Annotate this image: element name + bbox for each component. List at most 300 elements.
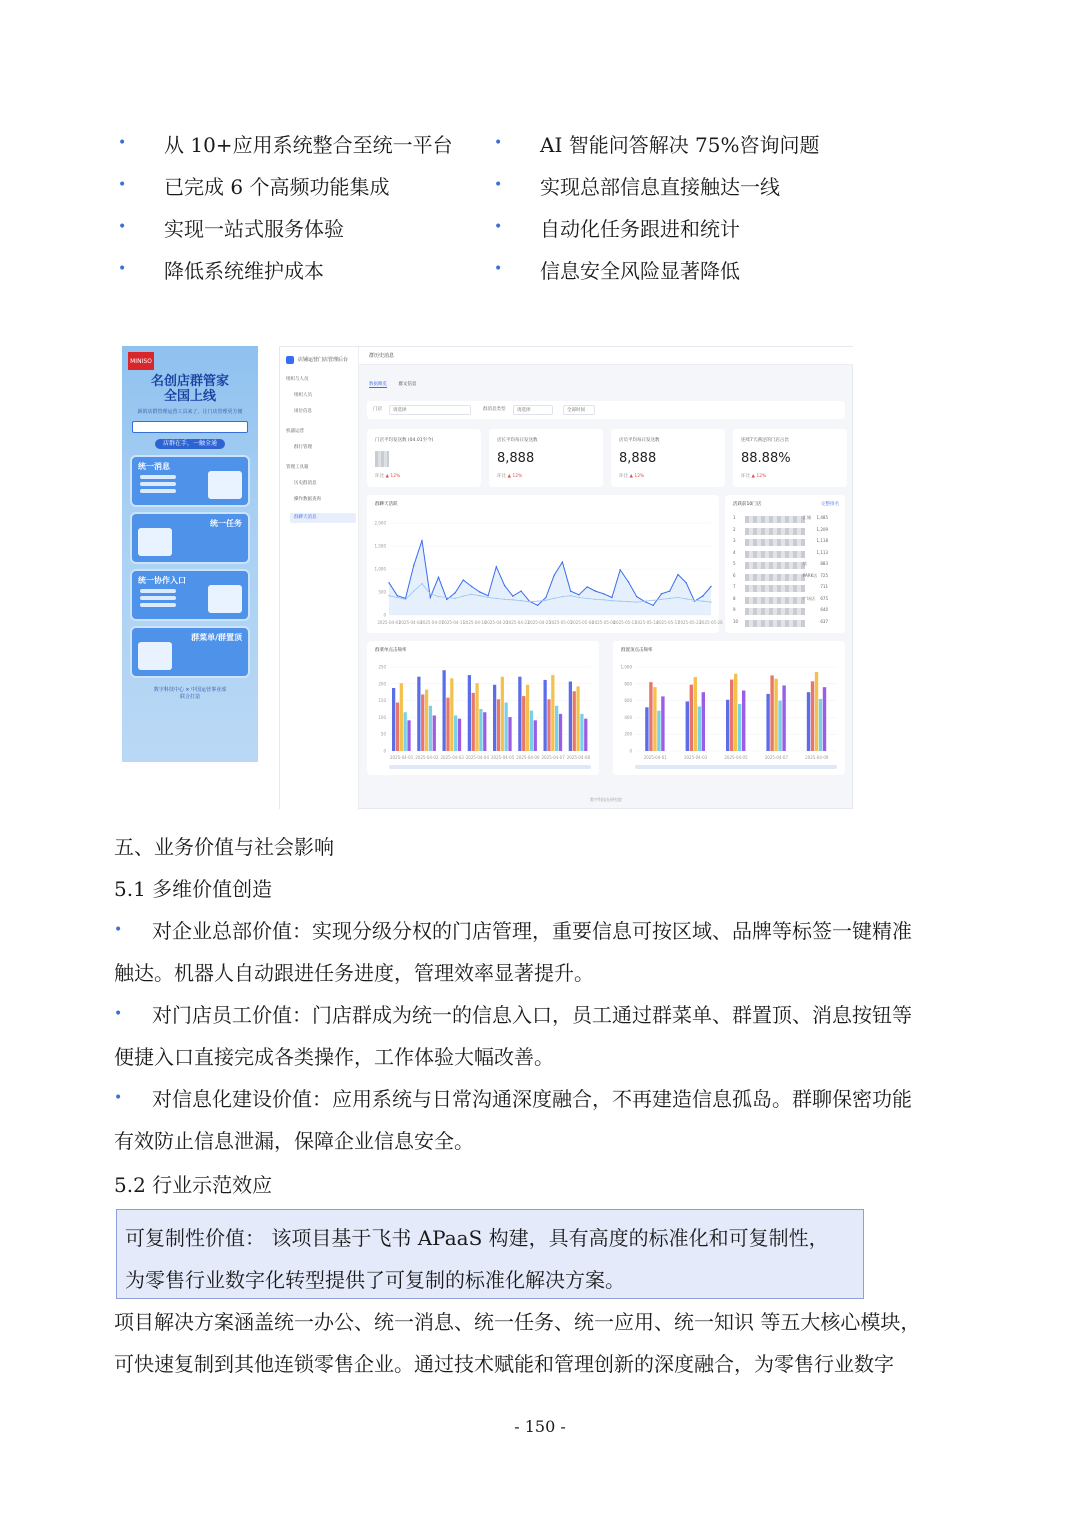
subsection-heading: 5.1 多维价值创造 <box>114 877 273 901</box>
trend-title: 群聊天活跃 <box>375 502 398 507</box>
card-lines <box>140 589 176 593</box>
kpi-change-value: ▲ 12% <box>507 474 523 479</box>
data-point <box>487 597 488 598</box>
data-point <box>537 601 538 602</box>
bar <box>819 699 822 751</box>
bullet-marker: • <box>494 135 503 151</box>
bar <box>569 682 572 751</box>
bar <box>404 712 407 751</box>
bar <box>782 685 785 751</box>
data-point <box>471 594 472 595</box>
bar <box>493 685 496 751</box>
blurred-store-name <box>745 551 805 558</box>
filter-bar <box>367 401 845 419</box>
zoom-slider <box>635 765 837 769</box>
data-point <box>438 577 439 578</box>
card-illustration <box>208 471 242 499</box>
card-lines <box>140 475 176 479</box>
x-tick-label: 2025-05-23 <box>677 620 702 625</box>
bar <box>823 687 826 751</box>
kpi-card <box>611 429 725 487</box>
rank-row <box>733 561 828 571</box>
bar <box>479 709 482 751</box>
paragraph-line: 对企业总部价值：实现分级分权的门店管理，重要信息可按区域、品牌等标签一键精准 <box>152 919 912 943</box>
bar <box>522 696 525 751</box>
trend-chart <box>367 495 723 633</box>
rank-number: 10 <box>733 618 739 624</box>
rank-number: 1 <box>733 515 736 520</box>
kpi-value: 88.88% <box>741 451 791 466</box>
pin-click-chart <box>613 641 845 775</box>
rank-label: 汇城 <box>803 515 811 520</box>
bar <box>690 685 693 751</box>
data-point <box>471 586 472 587</box>
data-point <box>529 601 530 602</box>
blurred-store-name <box>745 597 805 604</box>
bar <box>429 706 432 751</box>
card-illustration <box>208 585 242 613</box>
y-tick-label: 400 <box>624 714 632 720</box>
x-tick-label: 2025-04-16 <box>463 620 487 625</box>
data-point <box>710 601 711 602</box>
bar <box>501 677 504 751</box>
kpi-label: 店员平均每日发送数 <box>619 438 660 443</box>
bullet-marker: • <box>114 1090 123 1106</box>
data-point <box>578 594 579 595</box>
blurred-store-name <box>745 528 805 535</box>
x-tick-label: 2025-04-11 <box>441 620 466 625</box>
y-tick-label: 600 <box>624 698 632 704</box>
data-point <box>397 595 398 596</box>
bar2-title: 群置顶点击频率 <box>621 648 653 653</box>
poster-search-graphic <box>132 421 248 433</box>
data-point <box>694 600 695 601</box>
rank-row <box>733 619 828 629</box>
rank-row <box>733 515 828 525</box>
rank-row <box>733 607 828 617</box>
app-logo-icon <box>286 356 294 364</box>
bar <box>392 688 395 751</box>
bar <box>454 715 457 751</box>
bar1-title: 群菜单点击频率 <box>375 648 407 653</box>
data-point <box>397 597 398 598</box>
poster-card-title: 统一消息 <box>138 462 170 471</box>
data-point <box>686 582 687 583</box>
kpi-change-value: ▲ 12% <box>751 474 767 479</box>
menu-click-chart <box>367 641 599 775</box>
rank-number: 2 <box>733 526 736 532</box>
y-tick-label: 1,500 <box>374 543 386 549</box>
data-point <box>446 597 447 598</box>
kpi-change-label: 环比 <box>741 474 750 479</box>
bar <box>815 672 818 751</box>
subsection-heading: 5.2 行业示范效应 <box>114 1173 273 1197</box>
bullet-marker: • <box>114 1006 123 1022</box>
data-point <box>603 599 604 600</box>
y-tick-label: 150 <box>378 698 386 704</box>
x-tick-label: 2025-04-05 <box>724 755 748 760</box>
rank-row <box>733 527 828 537</box>
kpi-change <box>497 473 522 479</box>
x-tick-label: 2025-05-04 <box>570 620 594 625</box>
poster-card <box>130 569 250 621</box>
tab-overview[interactable]: 数据概览 <box>369 382 387 387</box>
sidebar-item[interactable]: 机器运营 <box>286 429 304 434</box>
data-point <box>586 586 587 587</box>
page-number: - 150 - <box>514 1417 566 1436</box>
data-point <box>405 599 406 600</box>
x-tick-label: 2025-04-07 <box>764 755 789 760</box>
section-heading: 五、业务价值与社会影响 <box>114 835 334 859</box>
data-point <box>677 597 678 598</box>
rank-link[interactable]: 完整排名 <box>821 502 839 507</box>
zoom-slider <box>389 765 591 769</box>
bar <box>443 670 446 751</box>
x-tick-label: 2025-04-03 <box>683 755 708 760</box>
bar <box>742 691 745 751</box>
data-point <box>562 561 563 562</box>
data-point <box>438 596 439 597</box>
bar <box>807 692 810 751</box>
type-select[interactable]: 请选择 <box>513 405 553 415</box>
bullet-marker: • <box>118 135 127 151</box>
paragraph-line: 触达。机器人自动跟进任务进度，管理效率显著提升。 <box>114 961 594 985</box>
bar <box>534 720 537 751</box>
bar <box>778 701 781 751</box>
bar <box>551 675 554 751</box>
bar <box>657 711 660 751</box>
poster-footer <box>128 686 252 700</box>
kpi-change-label: 环比 <box>375 474 384 479</box>
bullet-item: 自动化任务跟进和统计 <box>540 216 740 241</box>
sidebar-item[interactable]: 岗位信息 <box>294 409 312 414</box>
y-tick-label: 0 <box>383 612 386 618</box>
rank-label: PARK店 <box>803 572 818 578</box>
kpi-label: 门店平均发送数 (04.01至今) <box>375 438 434 443</box>
bar <box>468 675 471 751</box>
x-tick-label: 2025-05-17 <box>656 620 680 625</box>
paragraph-line: 对门店员工价值：门店群成为统一的信息入口，员工通过群菜单、群置顶、消息按钮等 <box>152 1003 912 1027</box>
bar <box>555 706 558 751</box>
data-point <box>562 596 563 597</box>
rank-row <box>733 584 828 594</box>
sidebar-item[interactable]: 历史群消息 <box>294 481 317 486</box>
y-tick-label: 500 <box>378 589 386 595</box>
kpi-label: 连续7天满足的门店占比 <box>741 438 789 443</box>
data-point <box>421 583 422 584</box>
kpi-change-value: ▲ 12% <box>385 474 401 479</box>
x-tick-label: 2025-04-01 <box>377 620 401 625</box>
bar <box>694 677 697 751</box>
poster-card-title: 群菜单/群置顶 <box>191 633 242 642</box>
bar <box>475 683 478 751</box>
data-point <box>388 582 389 583</box>
bar <box>526 685 529 751</box>
bar <box>530 711 533 751</box>
bar <box>518 677 521 751</box>
blurred-store-name <box>745 516 805 523</box>
x-tick-label: 2025-04-25 <box>527 620 551 625</box>
data-point <box>545 597 546 598</box>
x-tick-label: 2025-04-07 <box>420 620 444 625</box>
rank-number: 7 <box>733 584 736 589</box>
kpi-value: 8,888 <box>497 451 535 466</box>
data-point <box>570 590 571 591</box>
bar <box>421 694 424 751</box>
bar <box>730 680 733 751</box>
data-point <box>413 565 414 566</box>
data-point <box>413 590 414 591</box>
poster-title-line: 名创店群管家 <box>150 374 229 389</box>
data-point <box>520 590 521 591</box>
rank-label: 广场店 <box>803 595 815 601</box>
blurred-store-name <box>745 574 805 581</box>
data-point <box>479 591 480 592</box>
bullet-item: 已完成 6 个高频功能集成 <box>164 174 390 199</box>
bar <box>483 712 486 751</box>
data-point <box>430 593 431 594</box>
bar <box>702 692 705 751</box>
bullet-item: 信息安全风险显著降低 <box>540 258 740 283</box>
poster-card <box>130 626 250 678</box>
data-point <box>463 579 464 580</box>
paragraph-line: 有效防止信息泄漏，保障企业信息安全。 <box>114 1129 474 1153</box>
data-point <box>702 601 703 602</box>
bar <box>770 675 773 751</box>
series-area <box>389 541 711 616</box>
rank-value: 637 <box>820 618 828 624</box>
rank-number: 6 <box>733 572 736 578</box>
data-point <box>669 598 670 599</box>
dashboard-page-title: 群历史消息 <box>359 347 853 365</box>
filter-label: 门店 <box>373 407 382 412</box>
bar <box>450 678 453 751</box>
bar <box>811 681 814 751</box>
poster-title-line: 全国上线 <box>163 389 216 404</box>
bar <box>576 686 579 751</box>
data-point <box>487 595 488 596</box>
y-tick-label: 2,000 <box>374 520 386 526</box>
bar <box>505 703 508 751</box>
sidebar-item[interactable]: 操作数据查询 <box>294 497 321 502</box>
rank-number: 4 <box>733 549 736 555</box>
data-point <box>644 601 645 602</box>
x-tick-label: 2025-04-20 <box>484 620 508 625</box>
bar <box>661 696 664 751</box>
bar <box>544 680 547 751</box>
kpi-change <box>619 473 644 479</box>
tab-messages[interactable]: 群文信息 <box>398 382 417 387</box>
bullet-list <box>118 122 958 290</box>
bullet-marker: • <box>494 177 503 193</box>
data-point <box>636 596 637 597</box>
callout-line: 为零售行业数字化转型提供了可复制的标准化解决方案。 <box>125 1268 625 1292</box>
data-point <box>661 599 662 600</box>
paragraph-line: 项目解决方案涵盖统一办公、统一消息、统一任务、统一应用、统一知识 等五大核心模块， <box>114 1310 921 1334</box>
rank-value: 1,118 <box>816 538 828 543</box>
bullet-item: 降低系统维护成本 <box>164 258 324 283</box>
time-select[interactable]: 全部时间 <box>563 405 595 415</box>
data-point <box>702 595 703 596</box>
bullet-item: 从 10+应用系统整合至统一平台 <box>164 132 453 157</box>
sidebar-item[interactable]: 群行管理 <box>294 445 312 450</box>
data-point <box>653 605 654 606</box>
kpi-value: 8,888 <box>619 451 657 466</box>
bar <box>508 717 511 751</box>
y-tick-label: 800 <box>624 681 632 687</box>
bar <box>645 707 648 751</box>
rank-value: 640 <box>820 607 828 612</box>
kpi-change <box>375 473 400 479</box>
rank-panel <box>725 495 845 633</box>
bar <box>472 693 475 751</box>
data-point <box>710 586 711 587</box>
paragraph-line: 可快速复制到其他连锁零售企业。通过技术赋能和管理创新的深度融合，为零售行业数字 <box>114 1352 894 1376</box>
store-select[interactable]: 请选择 <box>389 405 471 415</box>
blurred-value <box>375 451 389 467</box>
data-point <box>619 601 620 602</box>
data-point <box>512 595 513 596</box>
x-tick-label: 2025-04-01 <box>643 755 667 760</box>
bar <box>396 703 399 751</box>
data-point <box>388 595 389 596</box>
x-tick-label: 2025-04-09 <box>805 755 829 760</box>
kpi-label: 店长平均每日发送数 <box>497 438 538 443</box>
poster-subtitle: 新的店群管理运营工具来了，让门店管理更方便 <box>137 409 243 415</box>
filter-label: 群消息类型 <box>483 407 506 412</box>
rank-title: 活跃前10门店 <box>733 502 762 507</box>
poster-card-title: 统一任务 <box>210 519 242 528</box>
data-point <box>677 574 678 575</box>
rank-row <box>733 550 828 560</box>
bar <box>726 700 729 751</box>
bar <box>497 699 500 751</box>
bullet-marker: • <box>494 219 503 235</box>
card-illustration <box>138 642 172 670</box>
bar <box>400 683 403 751</box>
sidebar-item[interactable]: 管理工具箱 <box>286 465 309 470</box>
rank-value: 1,209 <box>816 526 828 532</box>
data-point <box>454 592 455 593</box>
bullet-marker: • <box>118 177 127 193</box>
data-point <box>628 581 629 582</box>
y-tick-label: 0 <box>629 748 632 754</box>
callout-box <box>116 1209 864 1299</box>
data-point <box>653 600 654 601</box>
bar <box>417 677 420 751</box>
bullet-item: AI 智能问答解决 75%咨询问题 <box>540 132 820 157</box>
bullet-marker: • <box>118 261 127 277</box>
sidebar-item-active[interactable]: 群聊天消息 <box>290 513 356 523</box>
bullet-item: 实现一站式服务体验 <box>164 216 344 241</box>
callout-line: 可复制性价值： 该项目基于飞书 APaaS 构建，具有高度的标准化和可复制性， <box>125 1226 829 1250</box>
paragraph-line: 便捷入口直接完成各类操作，工作体验大幅改善。 <box>114 1045 554 1069</box>
poster-footer-line: 联合打造 <box>179 694 200 700</box>
bar <box>446 698 449 751</box>
data-point <box>586 598 587 599</box>
kpi-change <box>741 473 766 479</box>
bar <box>698 706 701 751</box>
rank-value: 1,485 <box>816 515 828 520</box>
trend-panel <box>367 495 723 633</box>
data-point <box>595 599 596 600</box>
blurred-store-name <box>745 539 805 546</box>
y-tick-label: 0 <box>383 748 386 754</box>
y-tick-label: 200 <box>378 681 386 687</box>
data-point <box>553 598 554 599</box>
rank-value: 675 <box>820 595 828 601</box>
rank-value: 883 <box>820 561 828 566</box>
sidebar-item[interactable]: 组织人员 <box>294 393 312 398</box>
data-point <box>611 597 612 598</box>
x-tick-label: 2025-05-08 <box>592 620 616 625</box>
kpi-change-value: ▲ 12% <box>629 474 645 479</box>
bullet-marker: • <box>114 922 123 938</box>
brand-logo: MINISO <box>128 352 154 370</box>
promo-poster <box>122 346 258 762</box>
x-tick-label: 2025-05-11 <box>613 620 637 625</box>
bar <box>649 682 652 751</box>
bar <box>580 714 583 751</box>
paragraph-line: 对信息化建设价值：应用系统与日常沟通深度融合，不再建造信息孤岛。群聊保密功能 <box>152 1087 912 1111</box>
data-point <box>512 599 513 600</box>
data-point <box>537 605 538 606</box>
data-point <box>504 585 505 586</box>
dashboard-sidebar <box>280 347 359 810</box>
data-point <box>454 598 455 599</box>
x-tick-label: 2025-04-01 <box>390 755 414 760</box>
app-title: 店铺运营门店管理后台 <box>298 357 349 363</box>
bullet-item: 实现总部信息直接触达一线 <box>540 174 780 199</box>
card-illustration <box>138 528 172 556</box>
kpi-card <box>367 429 481 487</box>
blurred-store-name <box>745 585 805 592</box>
rank-label: 店 <box>803 561 807 566</box>
x-tick-label: 2025-04-04 <box>465 755 489 760</box>
blurred-store-name <box>745 608 805 615</box>
data-point <box>553 575 554 576</box>
x-tick-label: 2025-04-07 <box>541 755 565 760</box>
bar <box>433 715 436 751</box>
rank-value: 711 <box>820 584 828 589</box>
x-tick-label: 2025-04-04 <box>398 620 423 625</box>
rank-value: 1,113 <box>816 549 828 555</box>
bar <box>547 699 550 751</box>
kpi-change-label: 环比 <box>619 474 628 479</box>
kpi-card <box>733 429 847 487</box>
blurred-store-name <box>745 562 805 569</box>
data-point <box>430 597 431 598</box>
sidebar-item[interactable]: 组织与人员 <box>286 377 309 382</box>
dashboard-footer: 数字科技在研究院 <box>590 797 622 802</box>
blurred-store-name <box>745 620 805 627</box>
data-point <box>496 598 497 599</box>
data-point <box>520 600 521 601</box>
data-point <box>578 597 579 598</box>
x-tick-label: 2025-04-03 <box>440 755 464 760</box>
poster-pill: 店群在手，一触全通 <box>155 439 225 449</box>
poster-card <box>130 455 250 507</box>
bar <box>734 674 737 751</box>
x-tick-label: 2025-05-26 <box>699 620 723 625</box>
kpi-card <box>489 429 603 487</box>
bar <box>774 679 777 751</box>
bullet-marker: • <box>118 219 127 235</box>
rank-number: 8 <box>733 595 736 601</box>
menu-click-panel <box>367 641 599 775</box>
bar <box>425 690 428 751</box>
poster-footer-line: 数字科技中心 × 中国运营事业部 <box>153 687 227 693</box>
